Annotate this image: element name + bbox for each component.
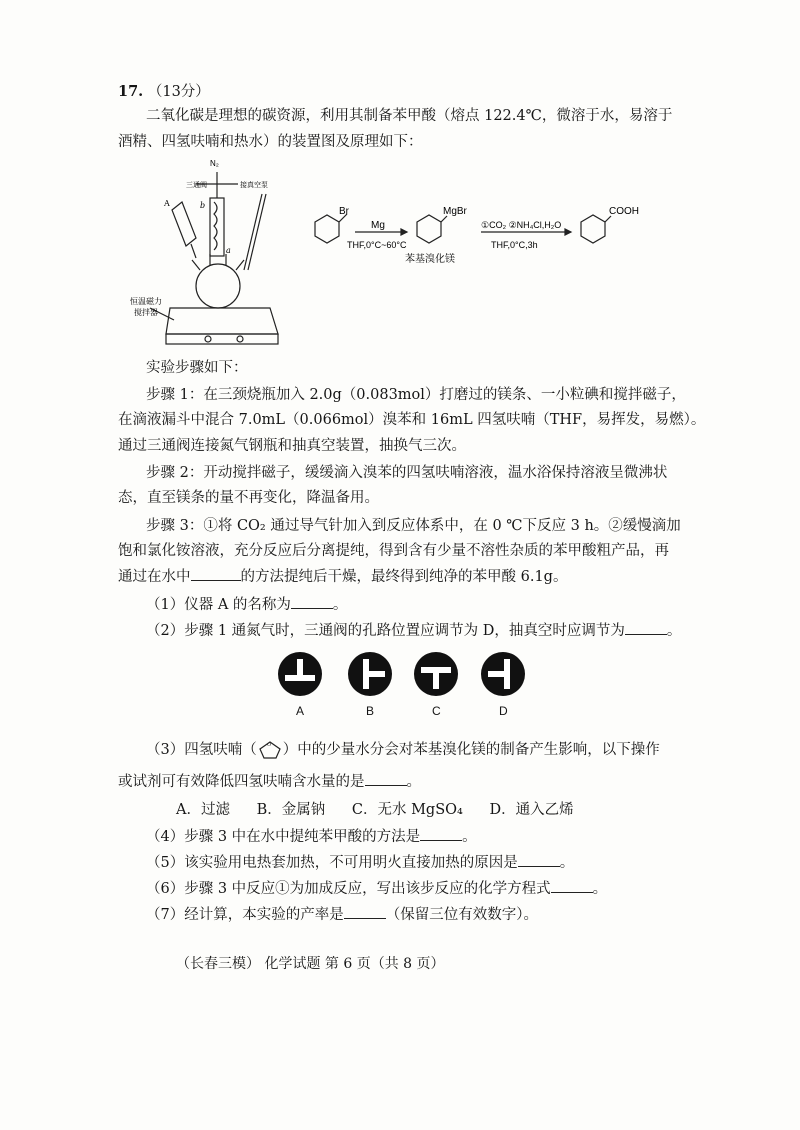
valve-b-label: B [366,704,375,718]
condition-2: THF,0°C,3h [491,240,538,250]
page-footer: （长春三模） 化学试题 第 6 页（共 8 页） [176,956,445,972]
thf-structure-icon [257,740,283,760]
question-4 [146,826,477,847]
valve-a-label: A [296,704,305,718]
question-5 [146,852,574,873]
valve-d-icon [480,651,526,697]
intro-line-1: 二氧化碳是理想的碳资源，利用其制备苯甲酸（熔点 122.4℃，微溶于水，易溶于 [146,108,673,124]
valve-b-icon [347,651,393,697]
benzoic-acid-ring [581,215,605,243]
br-label: Br [339,206,349,217]
step3-line-3 [118,566,567,587]
question-7 [146,904,538,925]
step3-line-2: 饱和氯化铵溶液，充分反应后分离提纯，得到含有少量不溶性杂质的苯甲酸粗产品，再 [118,543,669,559]
option-b: B．金属钠 [256,802,326,818]
step3-line-3-b: 的方法提纯后干燥，最终得到纯净的苯甲酸 6.1g。 [240,569,568,585]
q1-text: （1）仪器 A 的名称为 [146,597,291,613]
mgbr-label: MgBr [443,206,467,217]
phenylmagnesium-ring [417,215,441,243]
q4-text: （4）步骤 3 中在水中提纯苯甲酸的方法是 [146,829,421,845]
mg-label: Mg [371,220,385,231]
q1-end: 。 [332,597,348,613]
question-number: 17. [118,83,144,100]
q4-end: 。 [462,829,477,845]
q2-text: （2）步骤 1 通氮气时，三通阀的孔路位置应调节为 D，抽真空时应调节为 [146,623,625,639]
q2-end: 。 [666,623,682,639]
label-a: a [226,246,231,255]
q7-end: （保留三位有效数字）。 [385,907,538,923]
step1-line-1: 步骤 1：在三颈烧瓶加入 2.0g（0.083mol）打磨过的镁条、一小粒碘和搅拌磁子， [146,387,686,403]
answer-blank [625,620,667,635]
step1-line-2: 在滴液漏斗中混合 7.0mL（0.066mol）溴苯和 16mL 四氢呋喃（THF，易挥发，易燃）。 [118,412,706,428]
answer-blank [191,566,241,581]
valve-d-label: D [499,704,508,718]
answer-blank [344,904,386,919]
q6-text: （6）步骤 3 中反应①为加成反应，写出该步反应的化学方程式 [146,881,551,897]
q3-text-a: （3）四氢呋喃（ [146,742,257,758]
svg-text:O: O [266,742,271,748]
q5-end: 。 [559,855,575,871]
condition-1: THF,0°C~60°C [347,240,407,250]
stirrer-label-1: 恒温磁力 [130,297,162,306]
reagent-label: ①CO₂ ②NH₄Cl,H₂O [481,220,562,230]
q5-text: （5）该实验用电热套加热，不可用明火直接加热的原因是 [146,855,518,871]
cooh-label: COOH [609,206,639,217]
valve-c-label: C [432,704,441,718]
valve-c-icon [413,651,459,697]
q3-options [176,800,596,820]
vacuum-label: 接真空泵 [240,181,268,189]
steps-title: 实验步骤如下： [146,360,248,376]
answer-blank [551,878,593,893]
phenylmagnesium-name: 苯基溴化镁 [405,254,455,265]
magnetic-stirrer [166,308,278,334]
question-3 [146,740,660,760]
question-score: （13分） [147,84,210,100]
question-3-cont [118,771,421,792]
label-A: A [164,199,170,208]
n2-label: N₂ [210,159,219,168]
step2-line-2: 态，直至镁条的量不再变化，降温备用。 [118,490,379,506]
apparatus-diagram [130,158,290,353]
answer-blank [365,771,407,786]
answer-blank [420,826,462,841]
q3-text-b: ）中的少量水分会对苯基溴化镁的制备产生影响，以下操作 [282,742,660,758]
q7-text: （7）经计算，本实验的产率是 [146,907,344,923]
q3-end: 。 [406,774,421,790]
step3-line-3-a: 通过在水中 [118,569,191,585]
question-2 [146,620,681,641]
option-a: A．过滤 [176,802,230,818]
question-1 [146,594,347,615]
valve-a-icon [277,651,323,697]
answer-blank [518,852,560,867]
stirrer-label-2: 搅拌器 [134,308,158,317]
answer-blank [291,594,333,609]
label-b: b [200,201,206,210]
intro-line-2: 酒精、四氢呋喃和热水）的装置图及原理如下： [118,134,423,150]
valve-label: 三通阀 [186,181,207,189]
option-d: D．通入乙烯 [489,802,574,818]
question-header [118,82,210,102]
q3-text-c: 或试剂可有效降低四氢呋喃含水量的是 [118,774,365,790]
step2-line-1: 步骤 2：开动搅拌磁子，缓缓滴入溴苯的四氢呋喃溶液，温水浴保持溶液呈微沸状 [146,465,668,481]
bromobenzene-ring [315,215,339,243]
reaction-scheme [295,200,680,270]
option-c: C．无水 MgSO₄ [351,802,463,818]
step3-line-1: 步骤 3：①将 CO₂ 通过导气针加入到反应体系中，在 0 ℃下反应 3 h。②缓慢滴加 [146,518,681,534]
three-neck-flask [196,264,240,308]
q6-end: 。 [592,881,608,897]
dropping-funnel [172,202,196,246]
step1-line-3: 通过三通阀连接氮气钢瓶和抽真空装置，抽换气三次。 [118,438,466,454]
question-6 [146,878,607,899]
